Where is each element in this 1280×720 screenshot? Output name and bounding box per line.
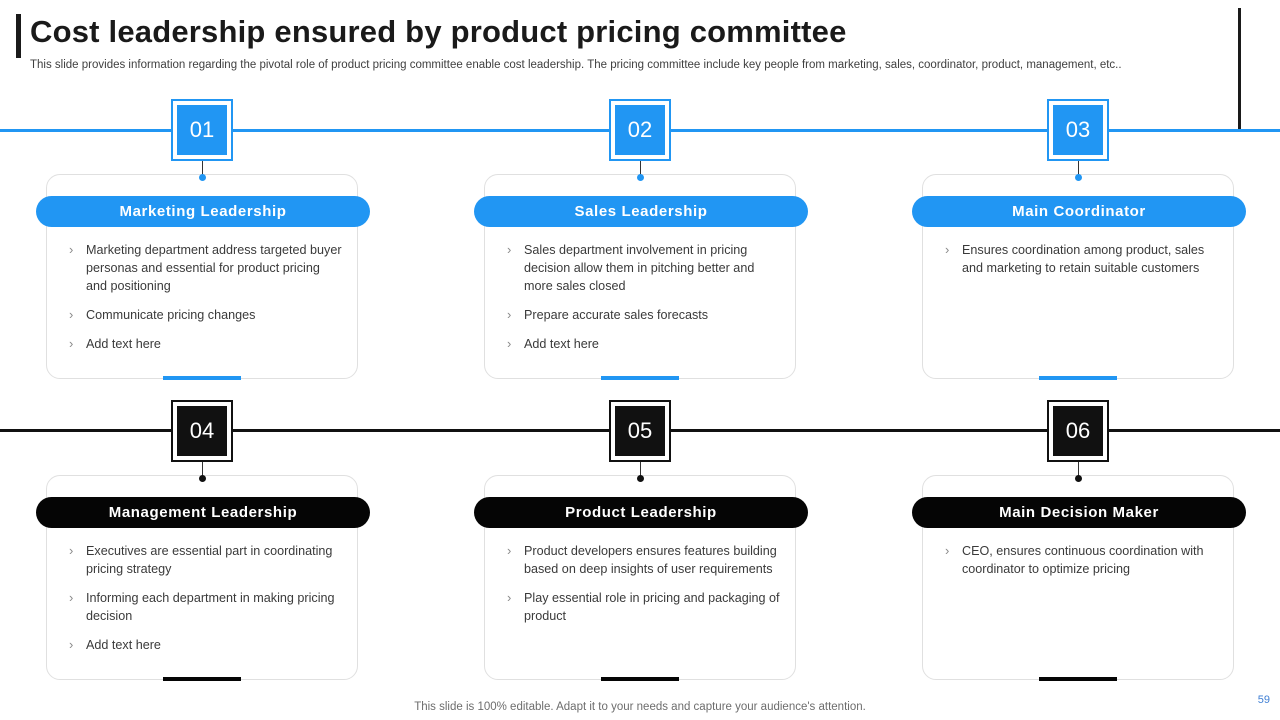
card-bullets-06 xyxy=(945,542,1220,589)
step-badge-03[interactable]: 03 xyxy=(1049,101,1107,159)
list-item-label: Add text here xyxy=(524,337,599,351)
list-item xyxy=(507,589,782,625)
step-badge-06[interactable]: 06 xyxy=(1049,402,1107,460)
chevron-right-icon: › xyxy=(507,590,512,605)
connector-dot-03 xyxy=(1075,174,1082,181)
list-item xyxy=(69,306,344,324)
connector-dot-05 xyxy=(637,475,644,482)
chevron-right-icon: › xyxy=(507,242,512,257)
card-underline-03 xyxy=(1039,376,1117,380)
list-item xyxy=(945,542,1220,578)
chevron-right-icon: › xyxy=(945,543,950,558)
card-underline-04 xyxy=(163,677,241,681)
chevron-right-icon: › xyxy=(945,242,950,257)
list-item-label: Sales department involvement in pricing decision allow them in pitching better and more sales closed xyxy=(524,243,755,293)
card-06 xyxy=(922,475,1234,680)
card-05 xyxy=(484,475,796,680)
list-item xyxy=(69,335,344,353)
list-item-label: Executives are essential part in coordinating pricing strategy xyxy=(86,544,333,576)
card-underline-05 xyxy=(601,677,679,681)
card-heading-03: Main Coordinator xyxy=(912,196,1246,227)
card-heading-04: Management Leadership xyxy=(36,497,370,528)
connector-dot-02 xyxy=(637,174,644,181)
list-item xyxy=(69,542,344,578)
list-item xyxy=(507,241,782,295)
card-03 xyxy=(922,174,1234,379)
card-bullets-05 xyxy=(507,542,782,636)
list-item xyxy=(69,636,344,654)
card-bullets-02 xyxy=(507,241,782,364)
chevron-right-icon: › xyxy=(507,336,512,351)
connector-dot-01 xyxy=(199,174,206,181)
card-underline-02 xyxy=(601,376,679,380)
step-badge-05[interactable]: 05 xyxy=(611,402,669,460)
list-item-label: Add text here xyxy=(86,638,161,652)
page-number: 59 xyxy=(1257,694,1270,706)
chevron-right-icon: › xyxy=(507,307,512,322)
list-item-label: Marketing department address targeted buyer personas and essential for product pricing and positioning xyxy=(86,243,342,293)
card-bullets-04 xyxy=(69,542,344,665)
connector-dot-06 xyxy=(1075,475,1082,482)
card-underline-01 xyxy=(163,376,241,380)
card-02 xyxy=(484,174,796,379)
card-bullets-03 xyxy=(945,241,1220,288)
step-badge-01[interactable]: 01 xyxy=(173,101,231,159)
card-heading-02: Sales Leadership xyxy=(474,196,808,227)
list-item xyxy=(945,241,1220,277)
list-item xyxy=(69,241,344,295)
list-item-label: Play essential role in pricing and packaging of product xyxy=(524,591,780,623)
list-item xyxy=(507,335,782,353)
list-item xyxy=(507,542,782,578)
step-badge-04[interactable]: 04 xyxy=(173,402,231,460)
list-item-label: Informing each department in making pricing decision xyxy=(86,591,335,623)
list-item-label: Communicate pricing changes xyxy=(86,308,256,322)
card-heading-01: Marketing Leadership xyxy=(36,196,370,227)
card-bullets-01 xyxy=(69,241,344,364)
chevron-right-icon: › xyxy=(69,307,74,322)
connector-dot-04 xyxy=(199,475,206,482)
chevron-right-icon: › xyxy=(69,590,74,605)
card-04 xyxy=(46,475,358,680)
list-item-label: Add text here xyxy=(86,337,161,351)
list-item xyxy=(69,589,344,625)
card-underline-06 xyxy=(1039,677,1117,681)
list-item-label: Product developers ensures features building based on deep insights of user requirements xyxy=(524,544,777,576)
chevron-right-icon: › xyxy=(507,543,512,558)
card-heading-05: Product Leadership xyxy=(474,497,808,528)
title-accent-bar xyxy=(16,14,21,58)
header-vertical-divider xyxy=(1238,8,1241,130)
footer-note: This slide is 100% editable. Adapt it to your needs and capture your audience's attention. xyxy=(414,701,866,713)
list-item-label: Prepare accurate sales forecasts xyxy=(524,308,709,322)
card-heading-06: Main Decision Maker xyxy=(912,497,1246,528)
page-subtitle: This slide provides information regarding the pivotal role of product pricing committee enable cost leadership. The pricing committee include key people from marketing, sales, coordinator, product, management, etc.. xyxy=(30,59,1122,71)
chevron-right-icon: › xyxy=(69,336,74,351)
chevron-right-icon: › xyxy=(69,543,74,558)
list-item xyxy=(507,306,782,324)
card-01 xyxy=(46,174,358,379)
list-item-label: CEO, ensures continuous coordination with coordinator to optimize pricing xyxy=(962,544,1204,576)
list-item-label: Ensures coordination among product, sales and marketing to retain suitable customers xyxy=(962,243,1205,275)
page-title: Cost leadership ensured by product pricing committee xyxy=(30,14,847,49)
step-badge-02[interactable]: 02 xyxy=(611,101,669,159)
chevron-right-icon: › xyxy=(69,242,74,257)
chevron-right-icon: › xyxy=(69,637,74,652)
